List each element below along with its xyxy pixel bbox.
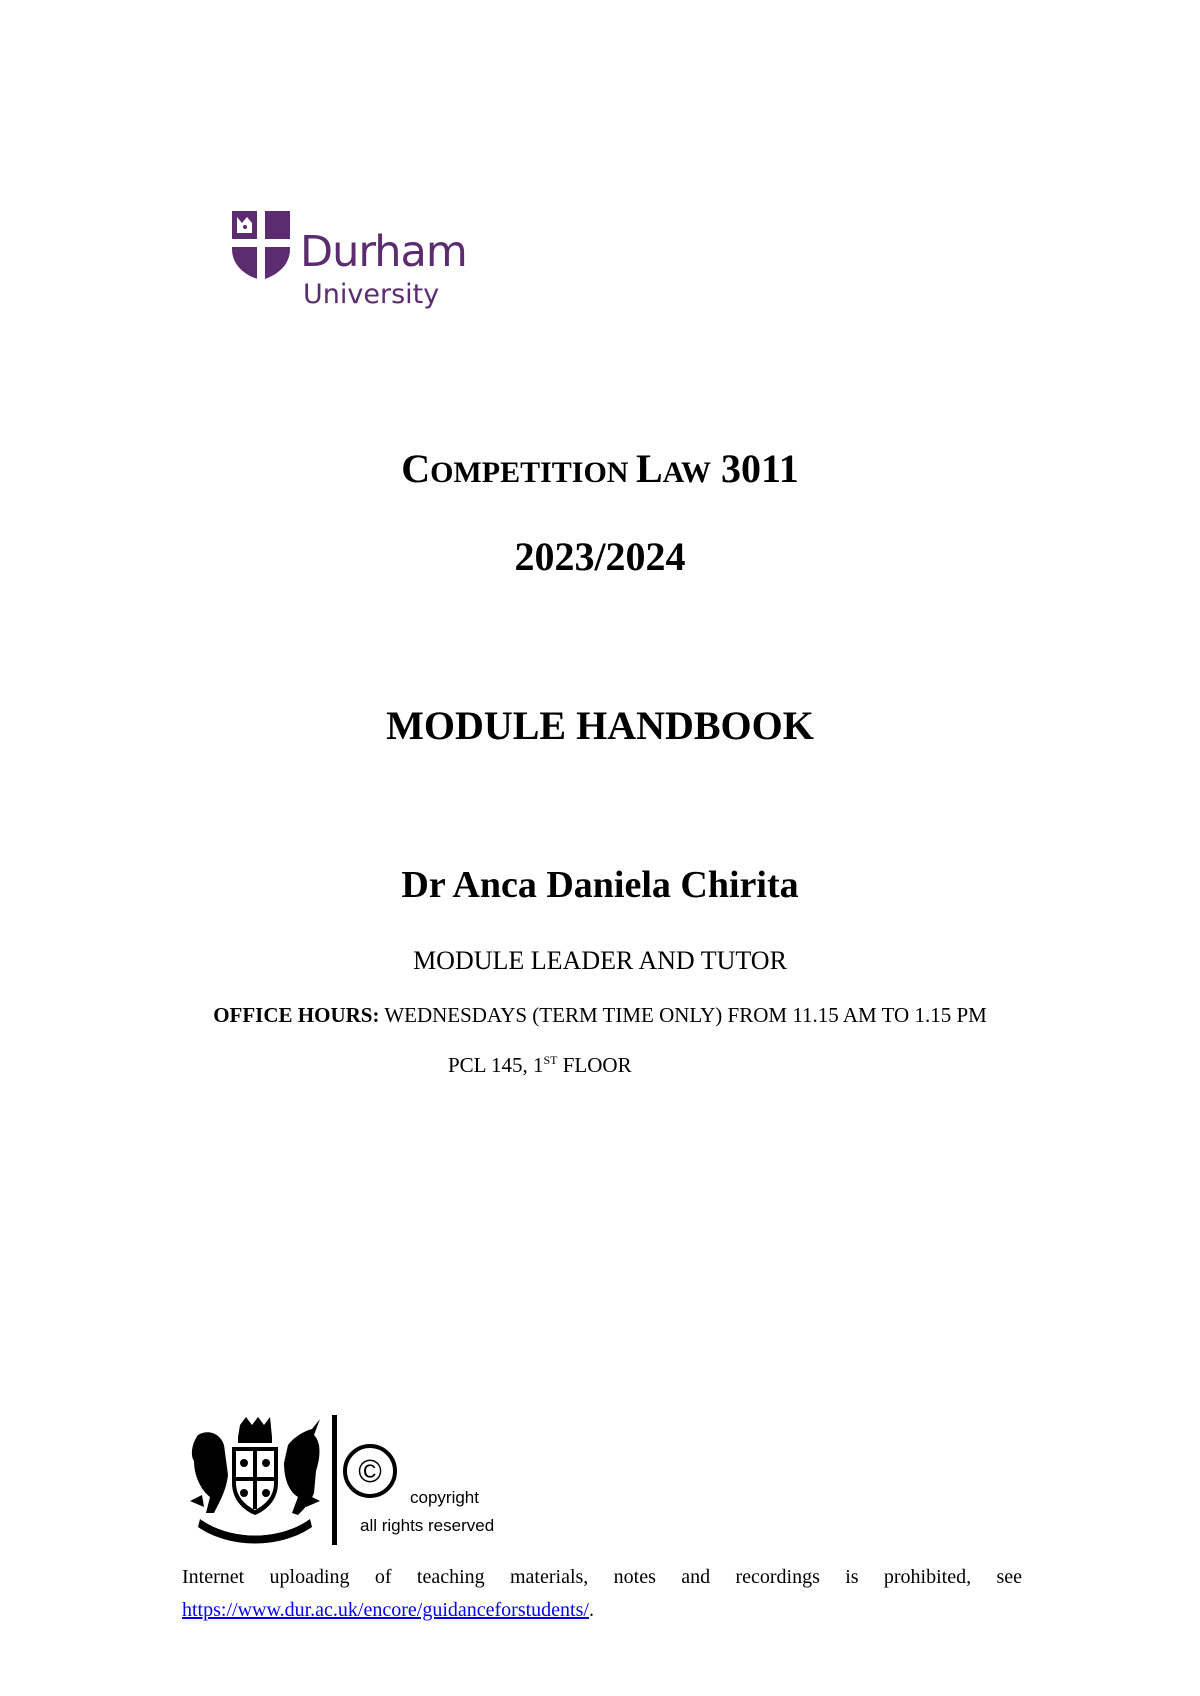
durham-university-logo [230, 205, 500, 315]
copyright-symbol-icon [342, 1443, 398, 1499]
rights-reserved-label: all rights reserved [360, 1516, 495, 1535]
svg-text:©: © [358, 1453, 382, 1489]
logo-subtitle: University [303, 279, 440, 310]
office-hours [0, 1003, 1200, 1028]
author-name: Dr Anca Daniela Chirita [401, 864, 799, 906]
title-l: L [635, 446, 663, 491]
royal-coat-of-arms-icon [180, 1415, 330, 1545]
room-suffix: FLOOR [557, 1053, 632, 1077]
logo-word: Durham [300, 227, 467, 277]
guidance-link[interactable]: https://www.dur.ac.uk/encore/guidanceforstudents/ [182, 1599, 589, 1621]
copyright-divider [332, 1415, 337, 1545]
upload-notice: Internet uploading of teaching materials, notes and recordings is prohibited, see [182, 1566, 1022, 1588]
academic-year: 2023/2024 [514, 534, 686, 579]
office-hours-label: OFFICE HOURS: [213, 1003, 380, 1027]
room-prefix: PCL 145, 1 [448, 1053, 544, 1077]
copyright-label: copyright [410, 1488, 479, 1507]
room-sup: ST [543, 1053, 558, 1067]
handbook-heading: MODULE HANDBOOK [386, 703, 814, 748]
notice-period: . [588, 1599, 594, 1621]
title-c: C [401, 446, 431, 491]
notice-link-line [182, 1599, 594, 1622]
title-ompetition: OMPETITION [430, 456, 636, 489]
office-hours-value: WEDNESDAYS (TERM TIME ONLY) FROM 11.15 AM TO 1.15 PM [379, 1003, 987, 1027]
room-location [448, 1053, 632, 1078]
shield-icon [230, 209, 292, 281]
author-role: MODULE LEADER AND TUTOR [413, 946, 787, 975]
copyright-block [180, 1415, 510, 1545]
module-title [0, 445, 1200, 492]
title-aw: AW [662, 456, 711, 489]
title-number: 3011 [710, 446, 799, 491]
